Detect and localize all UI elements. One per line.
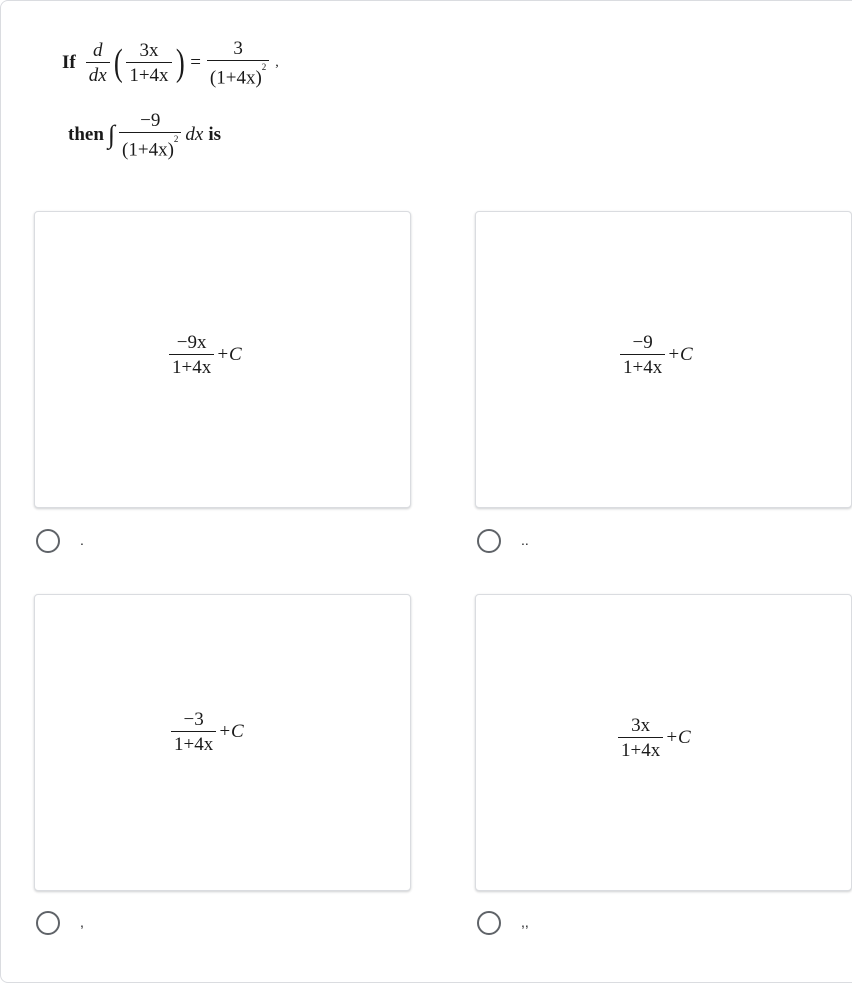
question-line-1	[62, 38, 279, 88]
left-paren: (	[113, 42, 123, 85]
equals-sign: =	[190, 52, 201, 74]
then-word: then	[68, 124, 104, 146]
option-c-radio[interactable]	[36, 911, 60, 935]
option-b-image[interactable]: $\frac{-9}{1+4x}$ +C	[475, 211, 852, 508]
if-word: If	[62, 52, 76, 74]
option-a-image[interactable]: $\frac{-9x}{1+4x}$ +C	[34, 211, 411, 508]
option-b-label[interactable]: ..	[521, 532, 529, 548]
option-d-label[interactable]: ,,	[521, 914, 529, 930]
option-a-label[interactable]: .	[80, 532, 84, 548]
right-paren: )	[175, 42, 185, 85]
dx-tail: dx	[185, 124, 204, 146]
option-b-radio[interactable]	[477, 529, 501, 553]
derivative-operator: $\frac{d}{dx}$	[86, 40, 110, 86]
is-word: is	[208, 124, 222, 146]
option-c-label[interactable]: ,	[80, 914, 84, 930]
inner-fraction: $\frac{3x}{1+4x}$	[126, 40, 171, 86]
rhs-fraction: $\frac{3}{(1+4x)^2}$	[207, 38, 269, 88]
option-c-image[interactable]: $\frac{-3}{1+4x}$ +C	[34, 594, 411, 891]
option-a-radio[interactable]	[36, 529, 60, 553]
integral-sign: ∫	[107, 120, 116, 150]
option-d-image[interactable]: $\frac{3x}{1+4x}$ +C	[475, 594, 852, 891]
question-line-2	[68, 110, 221, 160]
comma: ,	[275, 55, 279, 71]
option-d-radio[interactable]	[477, 911, 501, 935]
integrand-fraction: $\frac{-9}{(1+4x)^2}$	[119, 110, 181, 160]
